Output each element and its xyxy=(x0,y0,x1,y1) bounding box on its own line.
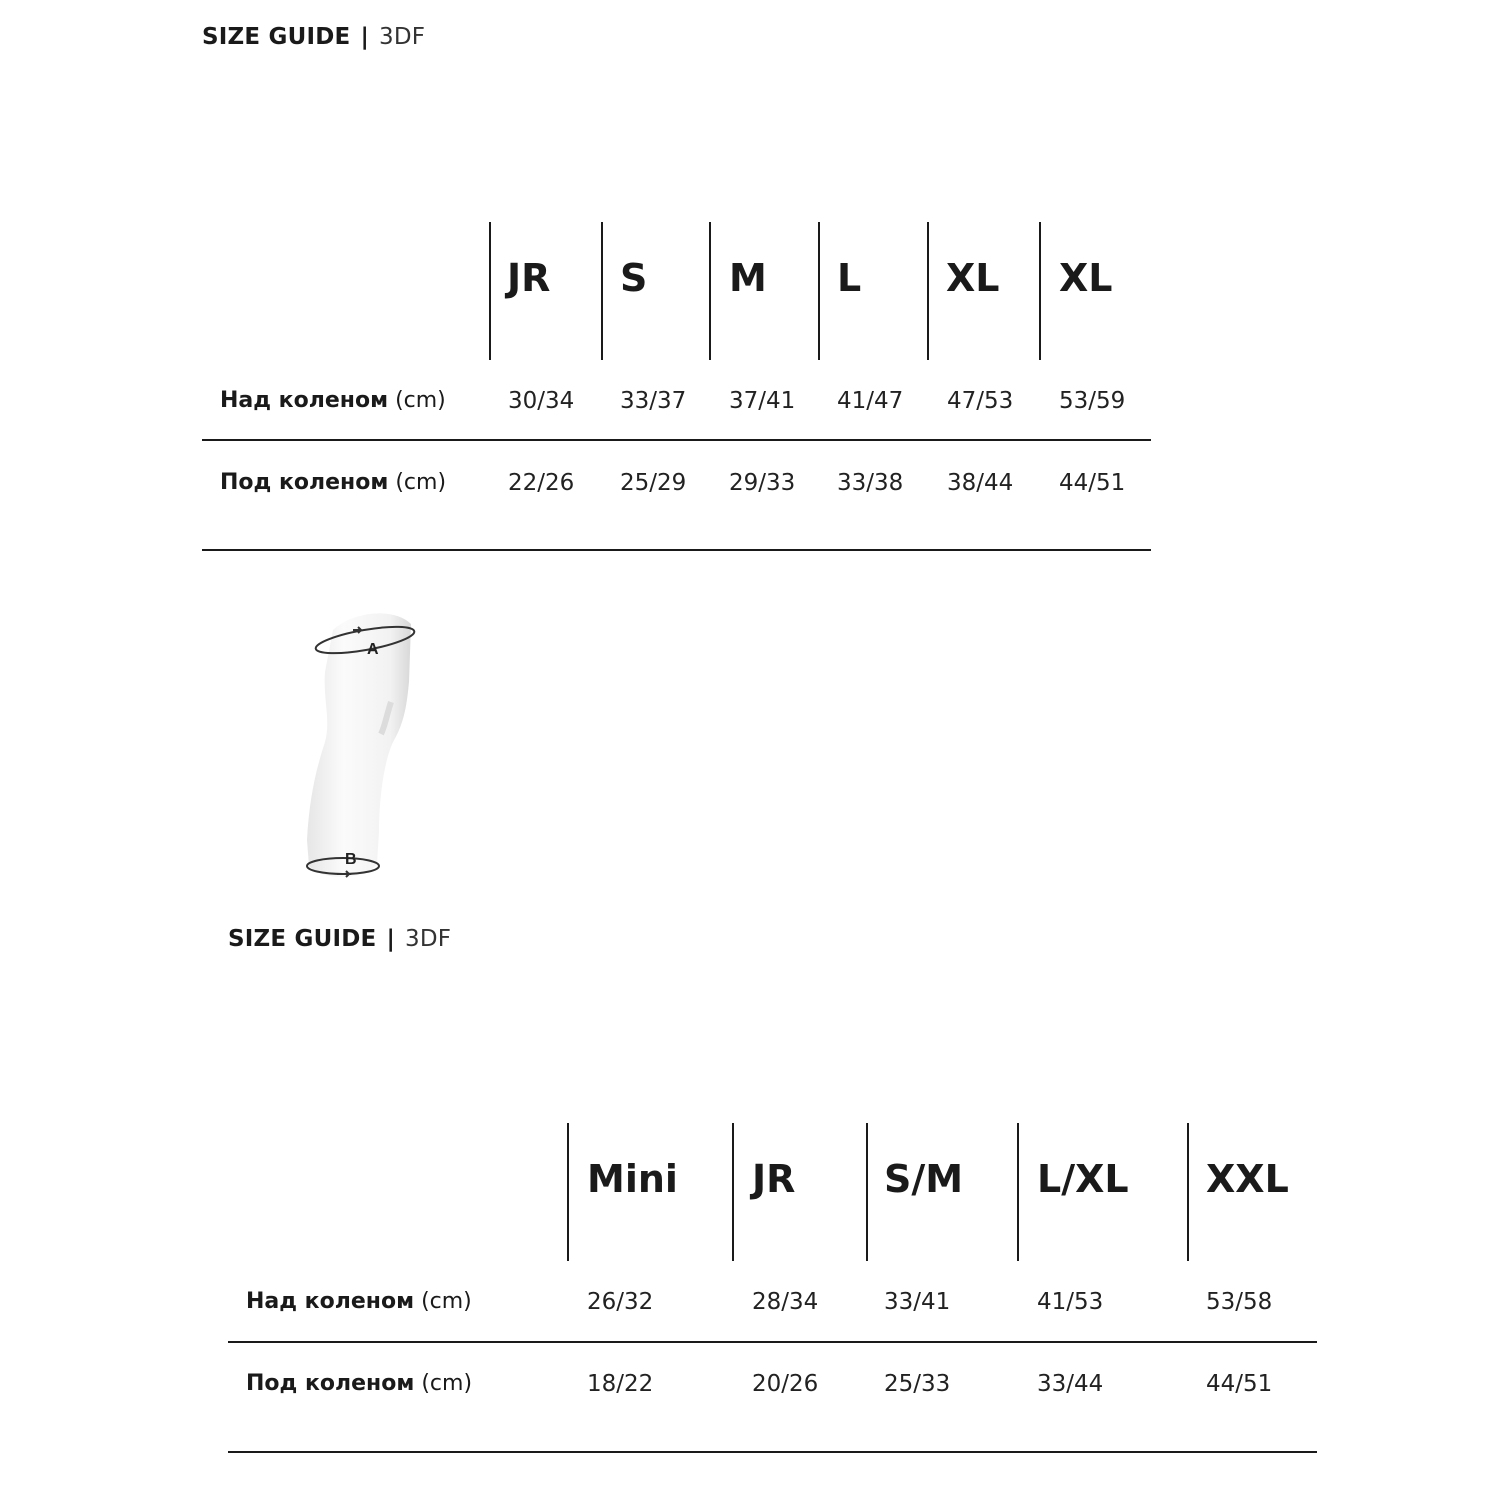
guide1-bottom-divider xyxy=(202,549,1151,551)
guide1-header-divider xyxy=(709,222,711,360)
guide1-title-text: SIZE GUIDE xyxy=(202,24,351,50)
guide1-cell: 25/29 xyxy=(620,470,687,496)
guide2-cell: 44/51 xyxy=(1206,1371,1273,1397)
guide1-row-divider xyxy=(202,439,1151,441)
guide2-size-header: Mini xyxy=(587,1157,678,1201)
guide2-size-table xyxy=(0,1123,1500,1468)
guide1-header-divider xyxy=(489,222,491,360)
guide1-cell: 22/26 xyxy=(508,470,575,496)
guide1-cell: 38/44 xyxy=(947,470,1014,496)
guide2-cell: 20/26 xyxy=(752,1371,819,1397)
guide1-cell: 53/59 xyxy=(1059,388,1126,414)
guide2-cell: 26/32 xyxy=(587,1289,654,1315)
row-label-text: Под коленом xyxy=(246,1371,415,1396)
guide1-size-table xyxy=(0,222,1500,562)
guide2-bottom-divider xyxy=(228,1451,1317,1453)
row-label-unit: (cm) xyxy=(421,1289,472,1314)
guide2-header-divider xyxy=(1017,1123,1019,1261)
guide2-size-header: JR xyxy=(752,1157,796,1201)
guide2-row-divider xyxy=(228,1341,1317,1343)
guide1-cell: 41/47 xyxy=(837,388,904,414)
guide2-size-header: L/XL xyxy=(1037,1157,1129,1201)
guide2-cell: 28/34 xyxy=(752,1289,819,1315)
guide1-cell: 33/38 xyxy=(837,470,904,496)
guide1-size-header: JR xyxy=(507,256,551,300)
guide1-cell: 37/41 xyxy=(729,388,796,414)
guide2-cell: 33/41 xyxy=(884,1289,951,1315)
guide2-cell: 41/53 xyxy=(1037,1289,1104,1315)
guide2-cell: 25/33 xyxy=(884,1371,951,1397)
row-label-text: Над коленом xyxy=(246,1289,415,1314)
guide2-title xyxy=(228,926,451,952)
guide2-title-model: 3DF xyxy=(405,926,452,952)
row-label-unit: (cm) xyxy=(421,1371,473,1396)
row-label-text: Под коленом xyxy=(220,470,389,495)
guide2-header-divider xyxy=(567,1123,569,1261)
guide1-size-header: L xyxy=(837,256,862,300)
guide2-header-divider xyxy=(866,1123,868,1261)
guide1-header-divider xyxy=(601,222,603,360)
guide1-size-header: XL xyxy=(1059,256,1113,300)
row-label-unit: (cm) xyxy=(395,388,446,413)
guide2-title-separator: | xyxy=(386,926,396,952)
guide1-cell: 44/51 xyxy=(1059,470,1126,496)
knee-sleeve-diagram xyxy=(295,602,430,892)
guide2-cell: 33/44 xyxy=(1037,1371,1104,1397)
guide2-cell: 53/58 xyxy=(1206,1289,1273,1315)
guide2-row-label-above-knee xyxy=(246,1289,472,1314)
guide1-header-divider xyxy=(927,222,929,360)
guide2-header-divider xyxy=(1187,1123,1189,1261)
guide2-cell: 18/22 xyxy=(587,1371,654,1397)
row-label-unit: (cm) xyxy=(395,470,447,495)
guide1-size-header: M xyxy=(729,256,767,300)
guide1-title xyxy=(202,24,425,50)
guide1-row-label-above-knee xyxy=(220,388,446,413)
guide1-header-divider xyxy=(818,222,820,360)
guide1-cell: 47/53 xyxy=(947,388,1014,414)
label-b: B xyxy=(345,851,357,868)
guide1-cell: 30/34 xyxy=(508,388,575,414)
guide2-size-header: S/M xyxy=(884,1157,964,1201)
guide1-size-header: XL xyxy=(946,256,1000,300)
guide1-row-label-below-knee xyxy=(220,470,446,495)
guide1-size-header: S xyxy=(620,256,648,300)
guide1-title-separator: | xyxy=(360,24,370,50)
guide1-cell: 33/37 xyxy=(620,388,687,414)
guide2-row-label-below-knee xyxy=(246,1371,472,1396)
guide1-header-divider xyxy=(1039,222,1041,360)
label-a: A xyxy=(367,641,379,658)
guide2-size-header: XXL xyxy=(1206,1157,1289,1201)
row-label-text: Над коленом xyxy=(220,388,389,413)
guide1-cell: 29/33 xyxy=(729,470,796,496)
guide1-title-model: 3DF xyxy=(379,24,426,50)
guide2-title-text: SIZE GUIDE xyxy=(228,926,377,952)
guide2-header-divider xyxy=(732,1123,734,1261)
